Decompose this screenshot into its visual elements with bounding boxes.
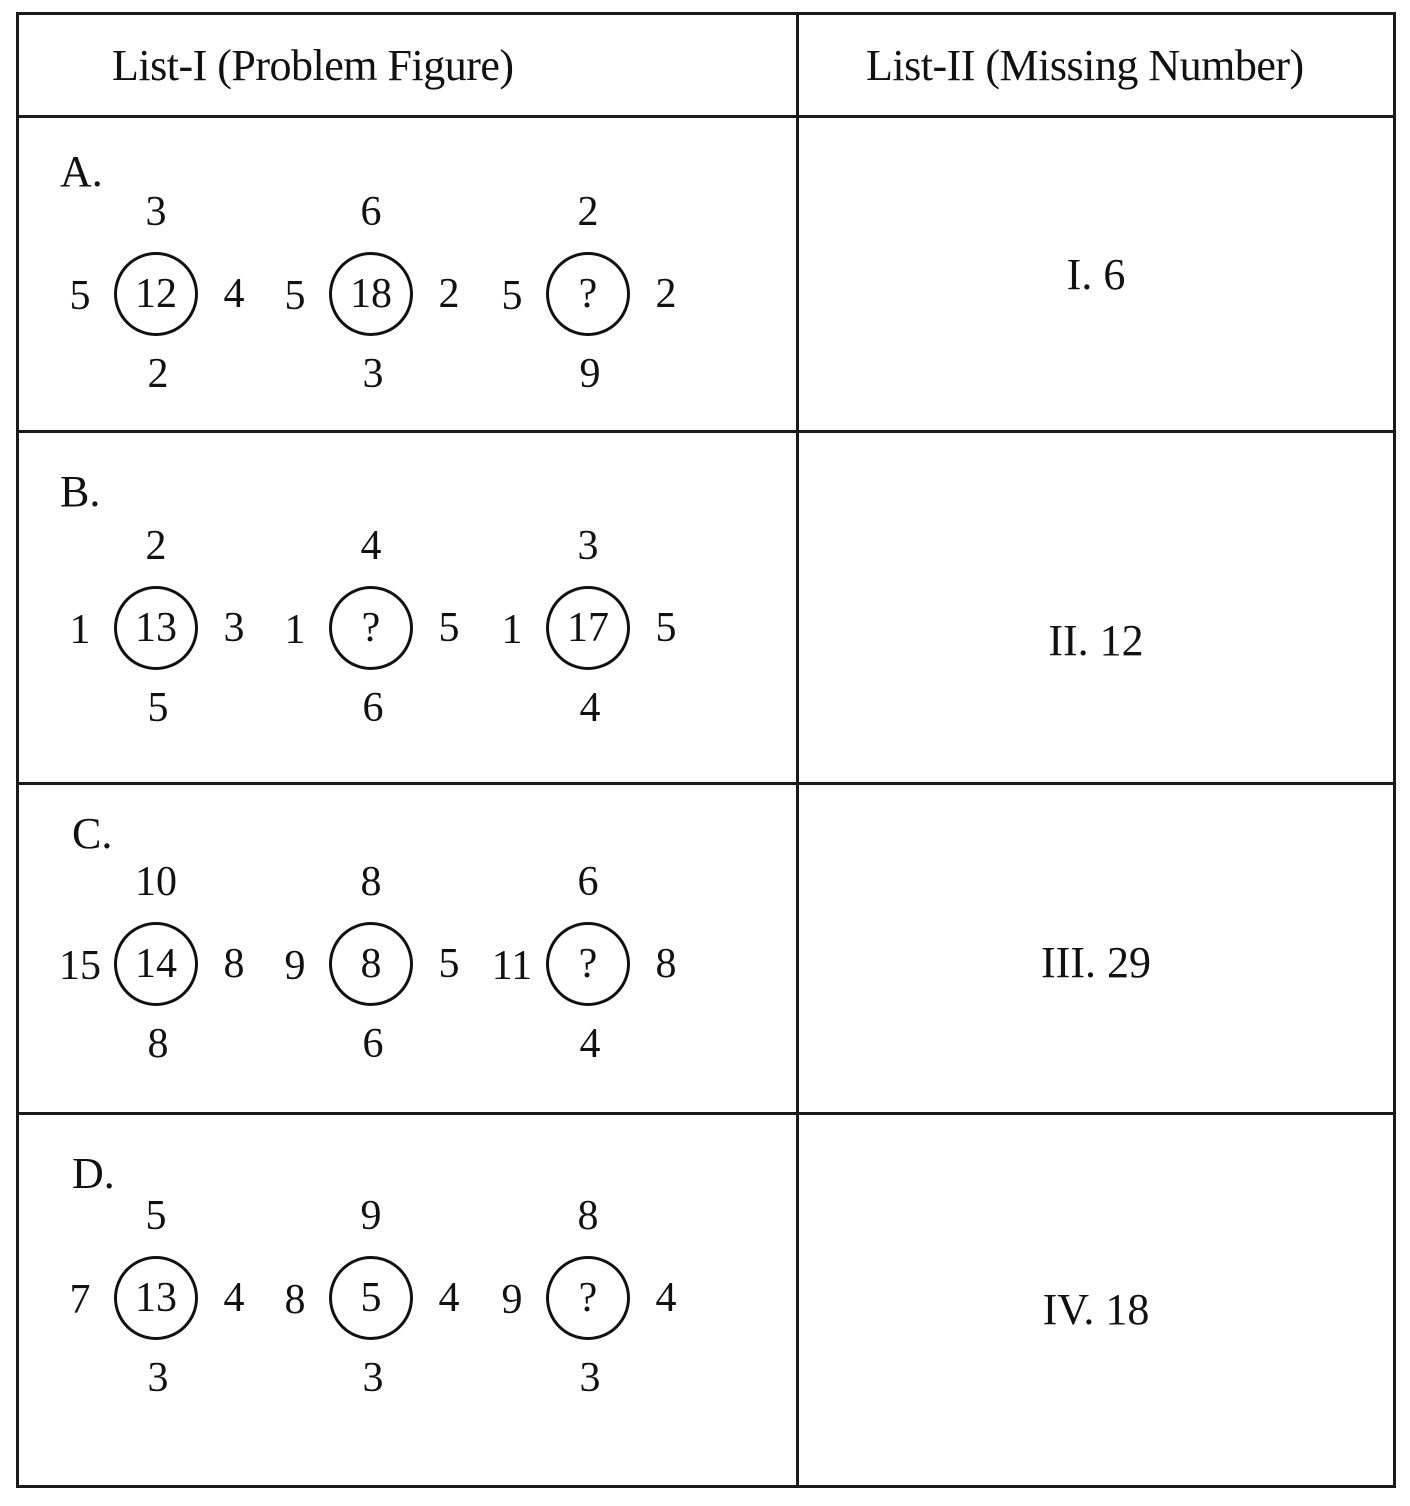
row-a-letter: A. bbox=[60, 147, 103, 196]
row-a-answer: I. 6 bbox=[1066, 249, 1126, 299]
row-d-figure-3-center-circle: ? bbox=[546, 1256, 630, 1340]
row-c-figure-3-left-number: 11 bbox=[491, 943, 533, 989]
row-c-figure-3-right-number: 8 bbox=[655, 941, 677, 987]
row-d-figure-2-top-number: 9 bbox=[360, 1193, 382, 1239]
row-b-figure-3-center-circle: 17 bbox=[546, 586, 630, 670]
row-b-figure-1-center-circle: 13 bbox=[114, 586, 198, 670]
row-b-figure-2-right-number: 5 bbox=[438, 605, 460, 651]
row-a-figure-2-left-number: 5 bbox=[284, 273, 306, 319]
row-d-figure-1-bottom-number: 3 bbox=[147, 1355, 169, 1401]
row-a-figure-1-right-number: 4 bbox=[223, 271, 245, 317]
row-b-figure-3-right-number: 5 bbox=[655, 605, 677, 651]
row-c-figure-1-top-number: 10 bbox=[135, 859, 177, 905]
row-c-figure-2-center-circle: 8 bbox=[329, 922, 413, 1006]
row-d-letter: D. bbox=[72, 1149, 115, 1198]
row-d-figure-2-bottom-number: 3 bbox=[362, 1355, 384, 1401]
row-a-figure-3-center-circle: ? bbox=[546, 252, 630, 336]
row-a-figure-3-top-number: 2 bbox=[577, 189, 599, 235]
header-list1-label: List-I (Problem Figure) bbox=[112, 40, 514, 90]
row-c-figure-1-right-number: 8 bbox=[223, 941, 245, 987]
row-a-figure-3-left-number: 5 bbox=[501, 273, 523, 319]
row-a-figure-1-left-number: 5 bbox=[69, 273, 91, 319]
row-c-figure-3-bottom-number: 4 bbox=[579, 1021, 601, 1067]
row-a-figure-3-bottom-number: 9 bbox=[579, 351, 601, 397]
row-c-figure-3-top-number: 6 bbox=[577, 859, 599, 905]
row-c-figure-1-bottom-number: 8 bbox=[147, 1021, 169, 1067]
row-a-figure-2-center-circle: 18 bbox=[329, 252, 413, 336]
row-d-figure-2-center-circle: 5 bbox=[329, 1256, 413, 1340]
row-c-figure-2-bottom-number: 6 bbox=[362, 1021, 384, 1067]
row-a-figure-1-center-circle: 12 bbox=[114, 252, 198, 336]
row-b-figure-2-left-number: 1 bbox=[284, 607, 306, 653]
row-d-figure-2-left-number: 8 bbox=[284, 1277, 306, 1323]
row-b-figure-3-left-number: 1 bbox=[501, 607, 523, 653]
row-d-figure-1-top-number: 5 bbox=[145, 1193, 167, 1239]
row-a-figure-1-top-number: 3 bbox=[145, 189, 167, 235]
header-list2-label: List-II (Missing Number) bbox=[866, 40, 1304, 90]
row-c-figure-2-left-number: 9 bbox=[284, 943, 306, 989]
match-table bbox=[16, 12, 1396, 1488]
row-c-figure-1-left-number: 15 bbox=[59, 943, 101, 989]
row-b-figure-2-bottom-number: 6 bbox=[362, 685, 384, 731]
row-c-figure-3-center-circle: ? bbox=[546, 922, 630, 1006]
row-b-figure-3-bottom-number: 4 bbox=[579, 685, 601, 731]
row-c-answer: III. 29 bbox=[1041, 937, 1151, 987]
row-d-figure-3-right-number: 4 bbox=[655, 1275, 677, 1321]
row-a-figure-2-top-number: 6 bbox=[360, 189, 382, 235]
row-c-figure-1-center-circle: 14 bbox=[114, 922, 198, 1006]
row-d-answer: IV. 18 bbox=[1042, 1284, 1150, 1334]
row-d-figure-3-bottom-number: 3 bbox=[579, 1355, 601, 1401]
row-b-figure-1-bottom-number: 5 bbox=[147, 685, 169, 731]
row-b-figure-1-left-number: 1 bbox=[69, 607, 91, 653]
row-d-figure-3-top-number: 8 bbox=[577, 1193, 599, 1239]
row-a-figure-3-right-number: 2 bbox=[655, 271, 677, 317]
row-b-figure-2-center-circle: ? bbox=[329, 586, 413, 670]
row-c-figure-2-right-number: 5 bbox=[438, 941, 460, 987]
row-d-figure-3-left-number: 9 bbox=[501, 1277, 523, 1323]
row-d-figure-1-right-number: 4 bbox=[223, 1275, 245, 1321]
row-b-figure-1-right-number: 3 bbox=[223, 605, 245, 651]
row-a-figure-2-right-number: 2 bbox=[438, 271, 460, 317]
row-b-figure-1-top-number: 2 bbox=[145, 523, 167, 569]
row-b-letter: B. bbox=[60, 467, 101, 516]
row-a-figure-2-bottom-number: 3 bbox=[362, 351, 384, 397]
row-d-figure-2-right-number: 4 bbox=[438, 1275, 460, 1321]
row-c-figure-2-top-number: 8 bbox=[360, 859, 382, 905]
row-a-figure-1-bottom-number: 2 bbox=[147, 351, 169, 397]
row-b-answer: II. 12 bbox=[1048, 615, 1144, 665]
row-b-figure-2-top-number: 4 bbox=[360, 523, 382, 569]
row-b-figure-3-top-number: 3 bbox=[577, 523, 599, 569]
row-c-letter: C. bbox=[72, 809, 113, 858]
row-d-figure-1-left-number: 7 bbox=[69, 1277, 91, 1323]
row-d-figure-1-center-circle: 13 bbox=[114, 1256, 198, 1340]
